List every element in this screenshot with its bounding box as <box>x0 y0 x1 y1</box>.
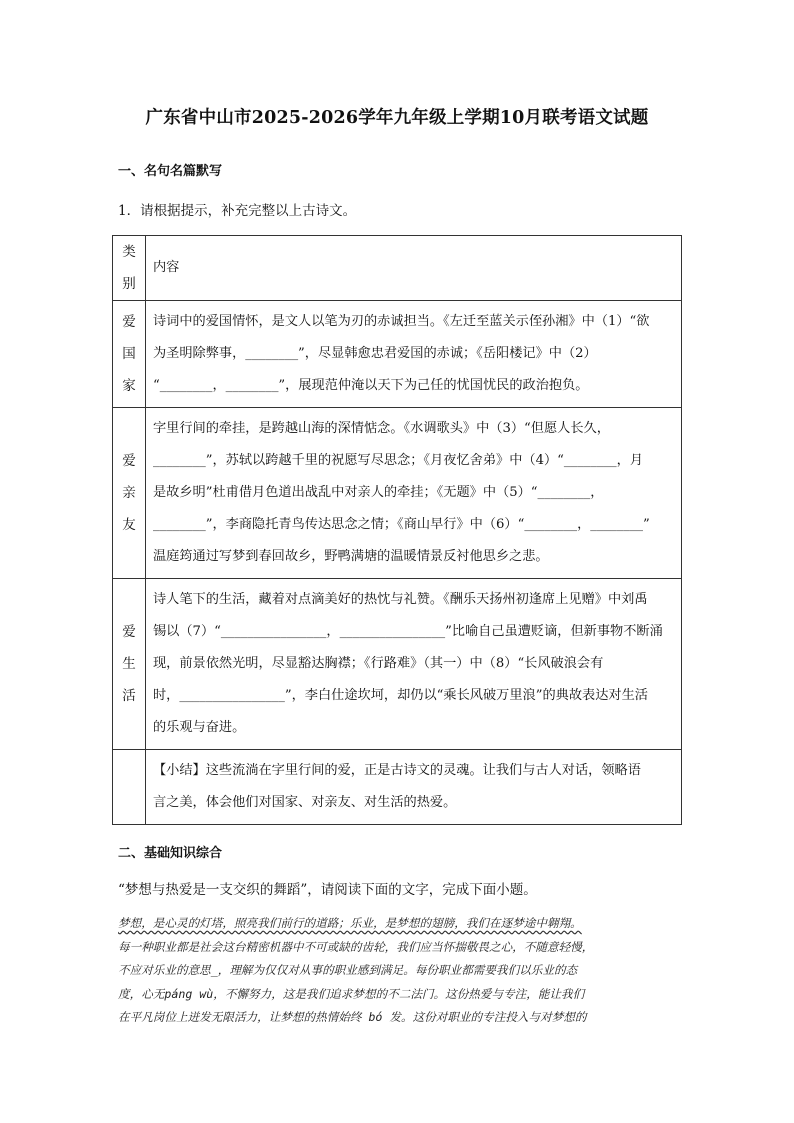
passage-line <box>118 1006 678 1030</box>
page-title: 广东省中山市2025-2026学年九年级上学期10月联考语文试题 <box>145 108 649 128</box>
category-char: 亲 <box>122 485 136 501</box>
row-category-cell <box>113 301 146 408</box>
table-header-row <box>113 236 682 301</box>
table-row <box>113 579 682 750</box>
passage-text: 每一种职业都是社会这台精密机器中不可或缺的齿轮，我们应当怀揣敬畏之心，不随意轻慢， <box>118 939 594 954</box>
content-line: 字里行间的牵挂，是跨越山海的深情惦念。《水调歌头》中（3）“但愿人长久， <box>153 421 610 436</box>
poetry-table <box>112 235 682 825</box>
row-category-cell <box>113 579 146 750</box>
category-char: 生 <box>122 656 136 672</box>
category-char: 家 <box>122 378 136 394</box>
table-row <box>113 408 682 579</box>
question-1-text: 1．请根据提示，补充完整以上古诗文。 <box>118 203 357 219</box>
table-row <box>113 301 682 408</box>
summary-category-cell <box>113 750 146 825</box>
passage-line <box>118 959 678 983</box>
summary-line: 言之美，体会他们对国家、对亲友、对生活的热爱。 <box>153 795 457 810</box>
section2-intro: “梦想与热爱是一支交织的舞蹈”，请阅读下面的文字，完成下面小题。 <box>118 882 537 898</box>
header-category-char: 类 <box>122 244 136 260</box>
section1-heading: 一、名句名篇默写 <box>118 164 223 179</box>
passage-line <box>118 983 678 1007</box>
content-line: 诗人笔下的生活，藏着对点滴美好的热忱与礼赞。《酬乐天扬州初逢席上见赠》中刘禹 <box>153 592 648 607</box>
row-content-cell <box>146 579 682 750</box>
header-content-cell <box>146 236 682 301</box>
category-char: 爱 <box>122 314 136 330</box>
row-content-cell <box>146 408 682 579</box>
passage-text: 不应对乐业的意思_，理解为仅仅对从事的职业感到满足。每份职业都需要我们以乐业的态 <box>118 963 578 977</box>
wavy-underlined-text: 梦想，是心灵的灯塔，照亮我们前行的道路；乐业，是梦想的翅膀，我们在逐梦途中翱翔。 <box>118 916 582 930</box>
category-char: 爱 <box>122 624 136 640</box>
content-line: 温庭筠通过写梦到春回故乡，野鸭满塘的温暖情景反衬他思乡之悲。 <box>153 549 549 564</box>
content-line: 的乐观与奋进。 <box>153 720 246 735</box>
reading-passage <box>118 912 678 1030</box>
content-line: ________”，苏轼以跨越千里的祝愿写尽思念；《月夜忆舍弟》中（4）“________，月 <box>153 453 644 468</box>
content-line: 诗词中的爱国情怀，是文人以笔为刃的赤诚担当。《左迁至蓝关示侄孙湘》中（1）“欲 <box>153 314 650 329</box>
category-char: 活 <box>122 688 136 704</box>
passage-line <box>118 912 678 936</box>
header-category-char: 别 <box>122 276 136 292</box>
header-category-cell <box>113 236 146 301</box>
summary-line: 【小结】这些流淌在字里行间的爱，正是古诗文的灵魂。让我们与古人对话，领略语 <box>153 763 641 778</box>
category-char: 爱 <box>122 453 136 469</box>
section2-heading: 二、基础知识综合 <box>118 846 223 861</box>
row-category-cell <box>113 408 146 579</box>
header-content-label: 内容 <box>153 260 180 275</box>
content-line: 是故乡明”杜甫借月色道出战乱中对亲人的牵挂；《无题》中（5）“________， <box>153 485 604 500</box>
table-row-summary <box>113 750 682 825</box>
passage-text: 在平凡岗位上迸发无限活力，让梦想的热情始终 bó 发。这份对职业的专注投入与对梦想的 <box>118 1010 587 1024</box>
summary-content-cell <box>146 750 682 825</box>
content-line: 为圣明除弊事，________”，尽显韩愈忠君爱国的赤诚；《岳阳楼记》中（2） <box>153 346 597 361</box>
content-line: ________”，李商隐托青鸟传达思念之情；《商山早行》中（6）“________，________” <box>153 517 650 532</box>
content-line: 现，前景依然光明，尽显豁达胸襟；《行路难》（其一）中（8）“长风破浪会有 <box>153 656 604 671</box>
content-line: “________，________”，展现范仲淹以天下为己任的忧国忧民的政治抱负。 <box>153 378 589 393</box>
content-line: 锡以（7）“________________，________________”比喻自己虽遭贬谪，但新事物不断涌 <box>153 624 663 639</box>
row-content-cell <box>146 301 682 408</box>
passage-text: 度，心无páng wù，不懈努力，这是我们追求梦想的不二法门。这份热爱与专注，能让我们 <box>118 986 585 1001</box>
content-line: 时，________________”，李白仕途坎坷，却仍以“乘长风破万里浪”的典故表达对生活 <box>153 688 648 703</box>
passage-line <box>118 936 678 960</box>
category-char: 友 <box>122 517 136 533</box>
category-char: 国 <box>122 346 136 362</box>
